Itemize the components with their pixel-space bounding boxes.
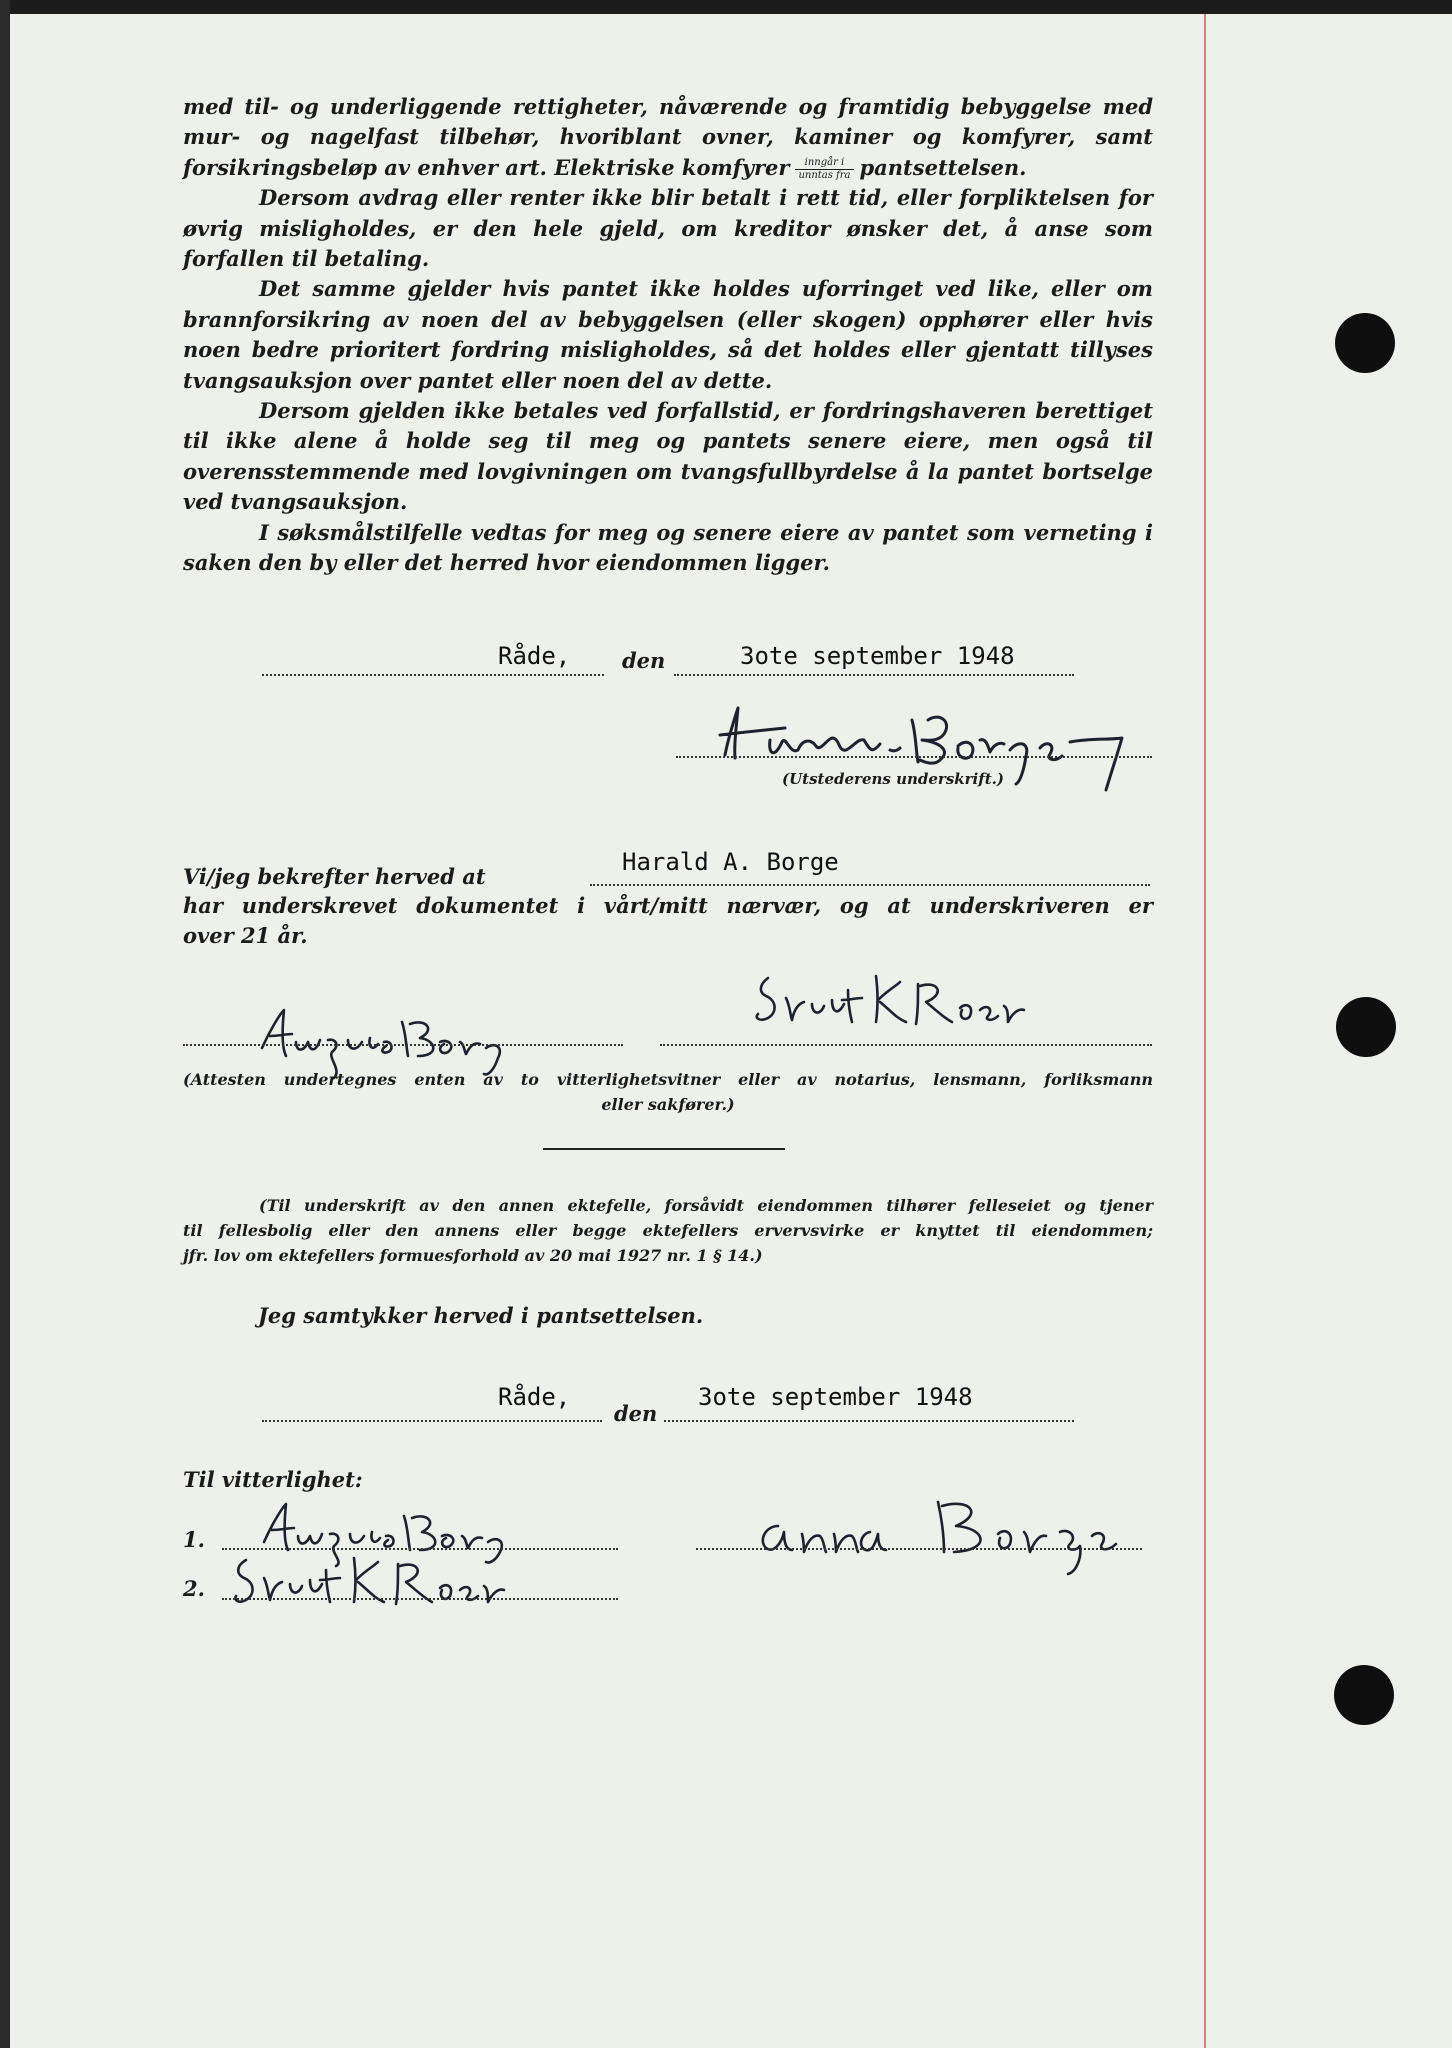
consent-date: 3ote september 1948 [698,1383,973,1411]
witness-1-line [183,1044,623,1046]
consent-statement: Jeg samtykker herved i pantsettelsen. [258,1303,704,1328]
confirmed-name-line [590,884,1150,886]
paragraph-5: I søksmålstilfelle vedtas for meg og senere eiere av pantet som verneting i saken den by eller det herred hvor eiendommen ligger. [183,519,1153,576]
issuer-place: Råde, [498,642,571,670]
consent-place-line [262,1420,602,1422]
witness-2-signature [740,960,1040,1050]
signature-stroke [763,1502,1116,1574]
issuer-signature-caption: (Utstederens underskrift.) [782,770,1004,788]
confirm-text-line-2: over 21 år. [183,923,308,948]
paragraph-4: Dersom gjelden ikke betales ved forfallstid, er fordringshaveren berettiget til ikke alene å holde seg til meg og pantets senere eiere, men også til overensstemmende med lovgivningen om tvangsfullbyrdelse å la pantet bortselge ved tvangsauksjon. [183,398,1153,515]
consent-witness-2-signature [226,1548,556,1618]
punch-hole [1335,313,1395,373]
spouse-note-line-3: jfr. lov om ektefellers formuesforhold av 20 mai 1927 nr. 1 § 14.) [183,1246,763,1265]
issuer-date: 3ote september 1948 [740,642,1015,670]
confirm-text-line-1: har underskrevet dokumentet i vårt/mitt nærvær, og at underskriveren er [183,893,1153,918]
consent-place: Råde, [498,1383,571,1411]
spouse-signature-line [696,1548,1142,1550]
paragraph-3: Det samme gjelder hvis pantet ikke holdes uforringet ved like, eller om brannforsikring av noen del av bebyggelsen (eller skogen) opphører eller hvis noen bedre prioritert fordring misligholdes, så det holdes eller gjentatt tillyses tvangsauksjon over pantet eller noen del av dette. [183,276,1153,393]
signature-stroke [757,976,1024,1024]
issuer-den-label: den [622,648,666,673]
punch-hole [1334,1665,1394,1725]
witness-number-2: 2. [183,1576,205,1601]
confirm-label: Vi/jeg bekrefter herved at [183,864,486,889]
issuer-date-line [674,674,1074,676]
attest-note [183,1067,1153,1117]
witness-heading: Til vitterlighet: [183,1467,363,1492]
terms-text [183,92,1153,579]
witness-number-1: 1. [183,1527,205,1552]
spouse-note [183,1193,1153,1268]
section-divider [543,1148,785,1150]
witness-2-line [660,1044,1152,1046]
issuer-place-line [262,674,604,676]
punch-hole [1336,997,1396,1057]
margin-line [1204,14,1206,2048]
scan-top-edge [0,0,1452,14]
confirmed-name: Harald A. Borge [622,848,839,876]
consent-date-line [664,1420,1074,1422]
paragraph-2: Dersom avdrag eller renter ikke blir betalt i rett tid, eller forpliktelsen for øvrig misligholdes, er den hele gjeld, om kreditor ønsker det, å anse som forfallen til betaling. [183,185,1153,272]
attest-note-line-2: eller sakfører.) [601,1095,735,1114]
fraction-choice: $\frac{\text{inngår i}}{\text{unntas fra}}$ [795,157,853,182]
consent-witness-2-line [222,1598,618,1600]
scan-left-edge [0,0,10,2048]
spouse-note-line-1: (Til underskrift av den annen ektefelle, forsåvidt eiendommen tilhører felleseiet og tjener [259,1196,1153,1215]
spouse-signature [748,1486,1128,1576]
issuer-signature-line [676,756,1152,758]
spouse-note-line-2: til fellesbolig eller den annens eller begge ektefellers ervervsvirke er knyttet til eiendommen; [183,1221,1153,1240]
consent-den-label: den [614,1401,658,1426]
attest-note-line-1: (Attesten undertegnes enten av to vitterlighetsvitner eller av notarius, lensmann, forliksmann [183,1070,1153,1089]
paragraph-1: med til- og underliggende rettigheter, nåværende og framtidig bebyggelse med mur- og nagelfast tilbehør, hvoriblant ovner, kaminer og komfyrer, samt forsikringsbeløp av enhver art. Elektriske komfyrer $\frac{\text{inngår i}}{\text{unntas fra}}$ pantsettelsen. [183,94,1153,181]
